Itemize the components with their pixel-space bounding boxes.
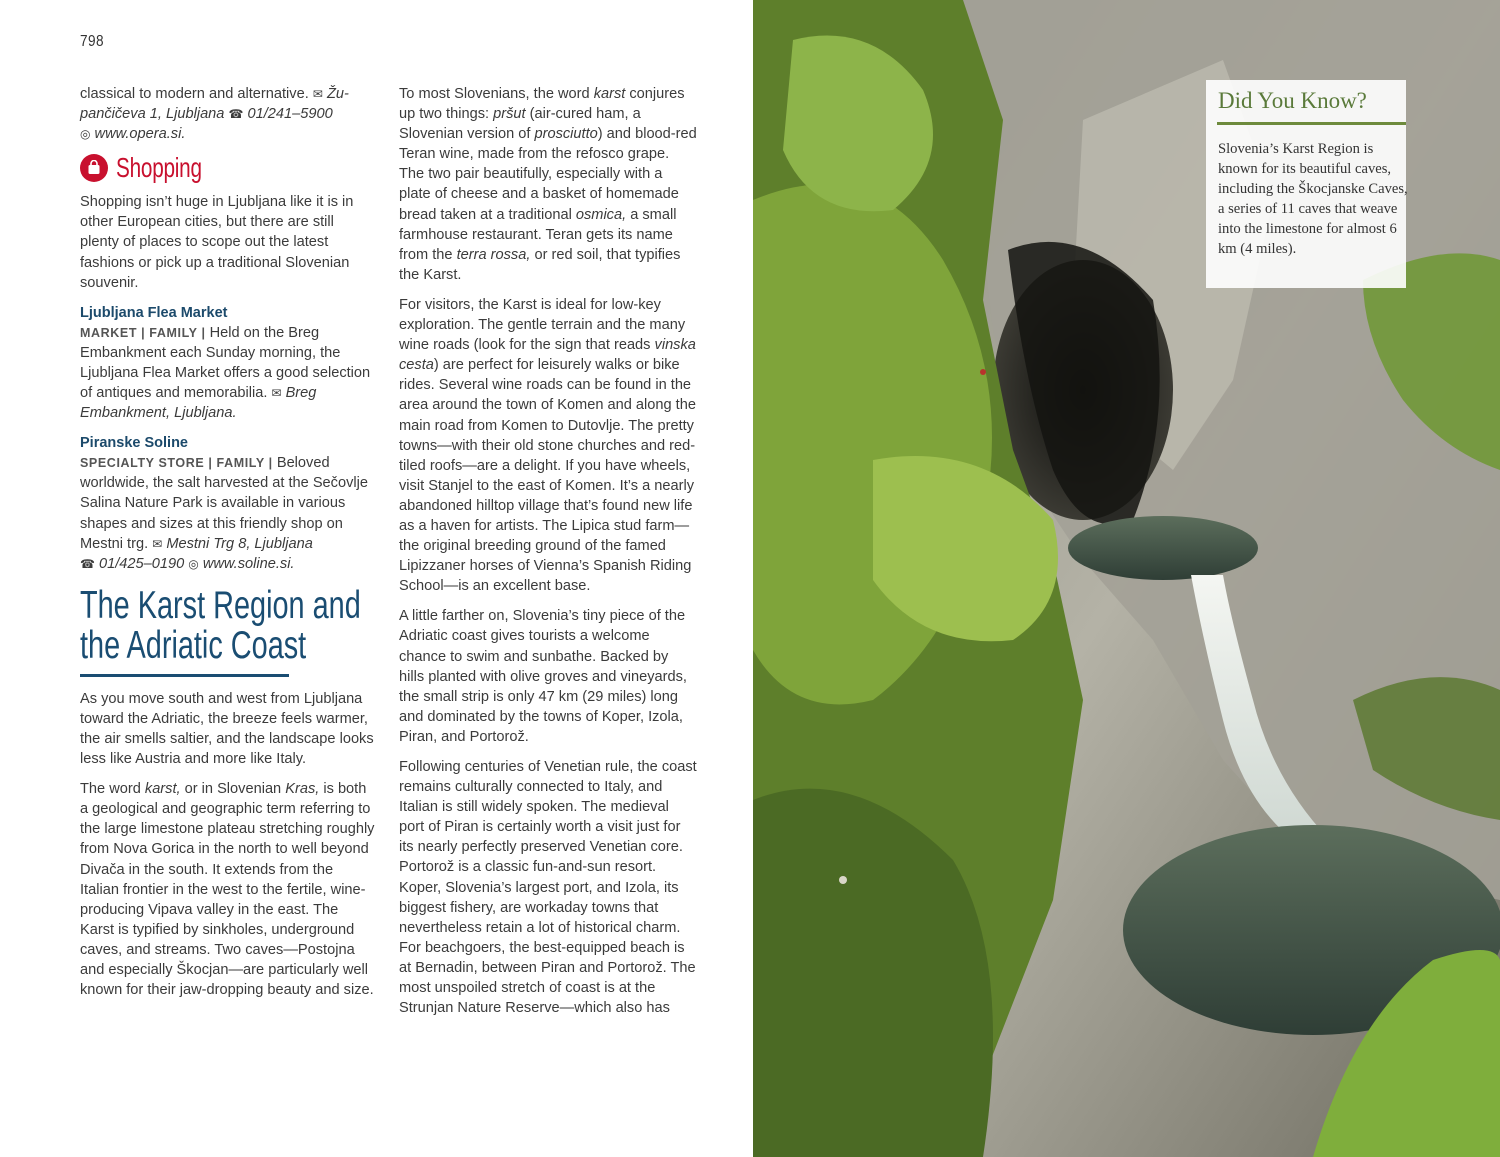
did-you-know-title: Did You Know? bbox=[1218, 88, 1367, 113]
paragraph-south: As you move south and west from Ljubljana toward the Adriatic, the breeze feels warmer, the air smells saltier, and the landscape looks less like Austria and more like Italy. bbox=[80, 690, 374, 768]
listing-flea-market bbox=[80, 303, 376, 423]
web-icon: ◎ bbox=[80, 127, 91, 142]
section-heading bbox=[80, 583, 361, 677]
opera-phone: 01/241–5900 bbox=[247, 106, 333, 123]
section-heading-rule bbox=[80, 674, 289, 677]
section-heading-line1: The Karst Region and bbox=[80, 583, 361, 627]
did-you-know-body: Slovenia’s Karst Region is known for its beautiful caves, including the Škocjanske Caves, a series of 11 caves that weave into the limestone for almost 6 km (4 miles). bbox=[1218, 141, 1408, 258]
listing-tags: SPECIALTY STORE | FAMILY | bbox=[80, 456, 273, 471]
listing-name: Piranske Soline bbox=[80, 435, 188, 452]
left-column bbox=[80, 84, 376, 1010]
listing-name: Ljubljana Flea Market bbox=[80, 304, 228, 321]
paragraph-karst-food: To most Slovenians, the word karst conjures up two things: pršut (air-cured ham, a Slovenian version of prosciutto) and blood-red Teran wine, made from the refosco grape. The two pair beautifully, especially with a plate of cheese and a basket of homemade bread taken at a traditional osmica, a small farmhouse restaurant. Teran gets its name from the terra rossa, or red soil, that typifies the Karst. bbox=[399, 86, 697, 283]
mail-icon: ✉ bbox=[271, 386, 282, 401]
page-number: 798 bbox=[80, 33, 104, 50]
shopping-title: Shopping bbox=[116, 152, 202, 184]
paragraph-karst: The word karst, or in Slovenian Kras, is both a geological and geographic term referring to the large limestone plateau stretching roughly from Nova Gorica in the north to well beyond Divača in the south. It extends from the Italian frontier in the west to the fertile, wine-producing Vipava valley in the east. The Karst is typified by sinkholes, underground caves, and streams. Two caves—Postojna and especially Škocjan—are particularly well known for their jaw-dropping beauty and size. bbox=[80, 781, 375, 999]
paragraph-coast: A little farther on, Slovenia’s tiny piece of the Adriatic coast gives tourists a welcome chance to swim and sunbathe. Backed by hills planted with olive groves and vineyards, the small strip is only 47 km (29 miles) long and dominated by the towns of Koper, Izola, Piran, and Portorož. bbox=[399, 608, 687, 745]
shopping-heading bbox=[80, 154, 376, 182]
did-you-know-rule bbox=[1217, 122, 1406, 125]
phone-icon: ☎ bbox=[228, 107, 244, 122]
paragraph-visitors: For visitors, the Karst is ideal for low-key exploration. The gentle terrain and the many wine roads (look for the sign that reads vinska cesta) are perfect for leisurely walks or bike rides. Several wine roads can be found in the area around the town of Komen and along the main road from Komen to Dutovlje. The pretty towns—with their old stone churches and red-tiled roofs—are a delight. If you have wheels, visit Stanjel to the east of Komen. It’s a nearly abandoned hilltop village that’s found new life as a haven for artists. The Lipica stud farm—the original breeding ground of the famed Lipizzaner horses of Vienna’s Spanish Riding School—is an excellent base. bbox=[399, 296, 696, 595]
web-icon: ◎ bbox=[188, 556, 199, 571]
opera-website[interactable]: www.opera.si. bbox=[94, 126, 186, 143]
right-page-photo bbox=[753, 0, 1500, 1157]
opera-address: Župančičeva 1, Ljubljana bbox=[80, 86, 349, 123]
listing-address: Breg Embankment, Ljubljana. bbox=[80, 385, 317, 422]
right-column bbox=[399, 84, 697, 1028]
shopping-bag-icon bbox=[80, 154, 108, 182]
shopping-intro: Shopping isn’t huge in Ljubljana like it is in other European cities, but there are still plenty of places to scope out the latest fashions or pick up a traditional Slovenian souvenir. bbox=[80, 194, 354, 291]
listing-description: Beloved worldwide, the salt harvested at the Sečovlje Salina Nature Park is available in various shapes and sizes at this friendly shop on Mestni trg. bbox=[80, 455, 368, 552]
opera-listing-tail: classical to modern and alternative. ✉ Župančičeva 1, Ljubljana ☎ 01/241–5900 ◎ www.opera.si. bbox=[80, 86, 349, 143]
listing-piranske-soline bbox=[80, 433, 376, 574]
listing-address: Mestni Trg 8, Ljubljana bbox=[166, 535, 313, 552]
mail-icon: ✉ bbox=[312, 87, 323, 101]
phone-icon: ☎ bbox=[80, 556, 95, 571]
mail-icon: ✉ bbox=[152, 536, 163, 551]
did-you-know-box bbox=[1206, 80, 1406, 288]
section-heading-line2: the Adriatic Coast bbox=[80, 623, 307, 667]
listing-description: Held on the Breg Embankment each Sunday morning, the Ljubljana Flea Market offers a good selection of antiques and memorabilia. bbox=[80, 324, 371, 402]
listing-tags: MARKET | FAMILY | bbox=[80, 325, 206, 340]
paragraph-venetian: Following centuries of Venetian rule, the coast remains culturally connected to Italy, and Italian is still widely spoken. The medieval port of Piran is certainly worth a visit just for its nearly perfectly preserved Venetian core. Portorož is a classic fun-and-sun resort. Koper, Slovenia’s largest port, and Izola, its biggest fishery, are workaday towns that nevertheless retain a lot of historical charm. For beachgoers, the best-equipped beach is at Bernadin, between Piran and Portorož. The most unspoiled stretch of coast is at the Strunjan Nature Reserve—which also has bbox=[399, 759, 697, 1017]
listing-phone: 01/425–0190 bbox=[99, 555, 185, 572]
listing-website[interactable]: www.soline.si. bbox=[202, 555, 295, 572]
